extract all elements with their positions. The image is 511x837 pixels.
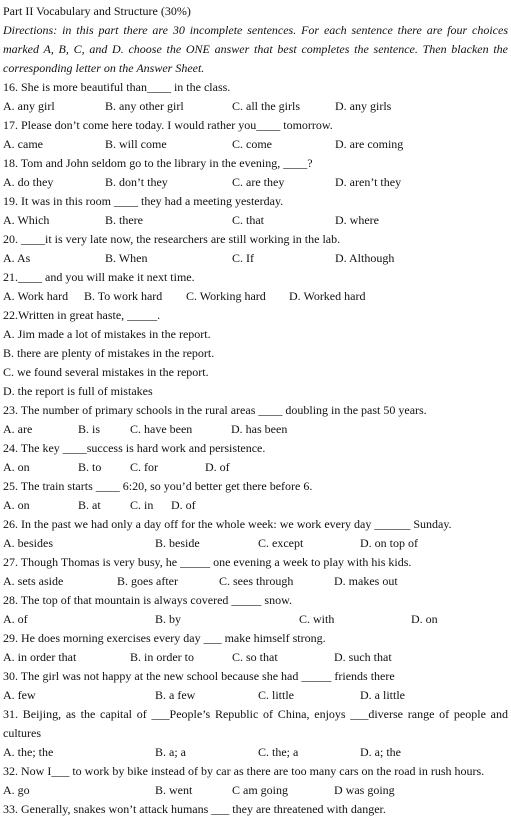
choices-27 [3,572,508,591]
choice-25-d: D. of [171,498,196,512]
choice-29-d: D. such that [334,650,392,664]
choice-30-c: C. little [258,688,294,702]
choice-26-b: B. beside [155,536,200,550]
choices-23 [3,420,508,439]
choice-28-a: A. of [3,612,28,626]
choice-25-a: A. on [3,498,30,512]
choice-24-d: D. of [205,460,230,474]
choice-27-b: B. goes after [117,574,178,588]
choice-19-b: B. there [105,213,143,227]
choice-16-d: D. any girls [335,99,392,113]
choice-24-c: C. for [130,460,158,474]
choices-31 [3,743,508,762]
question-28: 28. The top of that mountain is always covered _____ snow. [3,593,292,607]
choice-16-b: B. any other girl [105,99,184,113]
choice-19-c: C. that [232,213,264,227]
choice-25-c: C. in [130,498,154,512]
choices-19 [3,211,508,230]
choice-21-c: C. Working hard [186,289,266,303]
choice-25-b: B. at [78,498,101,512]
choice-22-c: C. we found several mistakes in the report. [3,365,209,379]
choice-18-a: A. do they [3,175,54,189]
choice-26-a: A. besides [3,536,53,550]
question-24: 24. The key ____success is hard work and persistence. [3,441,266,455]
choices-17 [3,135,508,154]
choice-29-c: C. so that [232,650,278,664]
choice-30-a: A. few [3,688,36,702]
question-31: 31. Beijing, as the capital of ___People’s Republic of China, enjoys ___diverse range of people and cultures [3,707,508,740]
question-17: 17. Please don’t come here today. I would rather you____ tomorrow. [3,118,333,132]
choice-32-a: A. go [3,783,30,797]
choice-28-c: C. with [299,612,335,626]
choice-23-a: A. are [3,422,33,436]
choices-32 [3,781,508,800]
question-30: 30. The girl was not happy at the new school because she had _____ friends there [3,669,395,683]
choice-29-a: A. in order that [3,650,77,664]
choice-22-a: A. Jim made a lot of mistakes in the report. [3,327,211,341]
choice-30-b: B. a few [155,688,196,702]
directions: Directions: in this part there are 30 incomplete sentences. For each sentence there are four choices marked A, B, C, and D. choose the ONE answer that best completes the sentence. Then blacken the corresponding letter on the Answer Sheet. [3,23,508,75]
question-18: 18. Tom and John seldom go to the library in the evening, ____? [3,156,313,170]
question-32: 32. Now I___ to work by bike instead of by car as there are too many cars on the road in rush hours. [3,764,485,778]
choice-27-c: C. sees through [219,574,294,588]
question-23: 23. The number of primary schools in the rural areas ____ doubling in the past 50 years. [3,403,427,417]
choices-20 [3,249,508,268]
choices-25 [3,496,508,515]
choice-17-a: A. came [3,137,43,151]
question-26: 26. In the past we had only a day off for the whole week: we work every day ______ Sunday. [3,517,452,531]
question-33: 33. Generally, snakes won’t attack humans ___ they are threatened with danger. [3,802,386,816]
choice-32-b: B. went [155,783,193,797]
choice-21-d: D. Worked hard [289,289,366,303]
choice-32-c: C am going [232,783,288,797]
choice-17-d: D. are coming [335,137,404,151]
question-27: 27. Though Thomas is very busy, he _____ one evening a week to play with his kids. [3,555,412,569]
choice-18-c: C. are they [232,175,285,189]
choice-21-a: A. Work hard [3,289,69,303]
choices-29 [3,648,508,667]
choices-18 [3,173,508,192]
choice-21-b: B. To work hard [84,289,163,303]
choice-23-d: D. has been [231,422,288,436]
choice-18-b: B. don’t they [105,175,168,189]
choice-20-d: D. Although [335,251,395,265]
choice-23-c: C. have been [130,422,193,436]
question-16: 16. She is more beautiful than____ in the class. [3,80,231,94]
choices-30 [3,686,508,705]
choice-31-b: B. a; a [155,745,186,759]
choices-24 [3,458,508,477]
choice-31-a: A. the; the [3,745,54,759]
choice-32-d: D was going [334,783,395,797]
question-29: 29. He does morning exercises every day ___ make himself strong. [3,631,326,645]
section-title: Part II Vocabulary and Structure (30%) [3,4,191,18]
choice-24-b: B. to [78,460,102,474]
choice-22-d: D. the report is full of mistakes [3,384,153,398]
choice-26-d: D. on top of [360,536,418,550]
question-19: 19. It was in this room ____ they had a meeting yesterday. [3,194,284,208]
question-20: 20. ____it is very late now, the researchers are still working in the lab. [3,232,341,246]
choice-16-a: A. any girl [3,99,55,113]
choice-16-c: C. all the girls [232,99,300,113]
choice-22-b: B. there are plenty of mistakes in the report. [3,346,215,360]
choice-23-b: B. is [78,422,101,436]
choice-24-a: A. on [3,460,30,474]
choice-20-c: C. If [232,251,254,265]
exam-page [3,2,508,819]
choice-17-c: C. come [232,137,272,151]
choice-31-d: D. a; the [360,745,401,759]
choice-30-d: D. a little [360,688,405,702]
choice-27-a: A. sets aside [3,574,64,588]
choice-19-d: D. where [335,213,379,227]
choices-21 [3,287,508,306]
question-25: 25. The train starts ____ 6:20, so you’d better get there before 6. [3,479,313,493]
choice-28-d: D. on [411,612,438,626]
choices-26 [3,534,508,553]
choice-17-b: B. will come [105,137,167,151]
choice-20-b: B. When [105,251,148,265]
choice-26-c: C. except [258,536,304,550]
choice-20-a: A. As [3,251,31,265]
choice-31-c: C. the; a [258,745,299,759]
choices-28 [3,610,508,629]
choice-27-d: D. makes out [334,574,398,588]
choice-29-b: B. in order to [130,650,194,664]
choice-19-a: A. Which [3,213,50,227]
question-22: 22.Written in great haste, _____. [3,308,161,322]
question-21: 21.____ and you will make it next time. [3,270,195,284]
choices-16 [3,97,508,116]
choice-28-b: B. by [155,612,182,626]
choice-18-d: D. aren’t they [335,175,402,189]
